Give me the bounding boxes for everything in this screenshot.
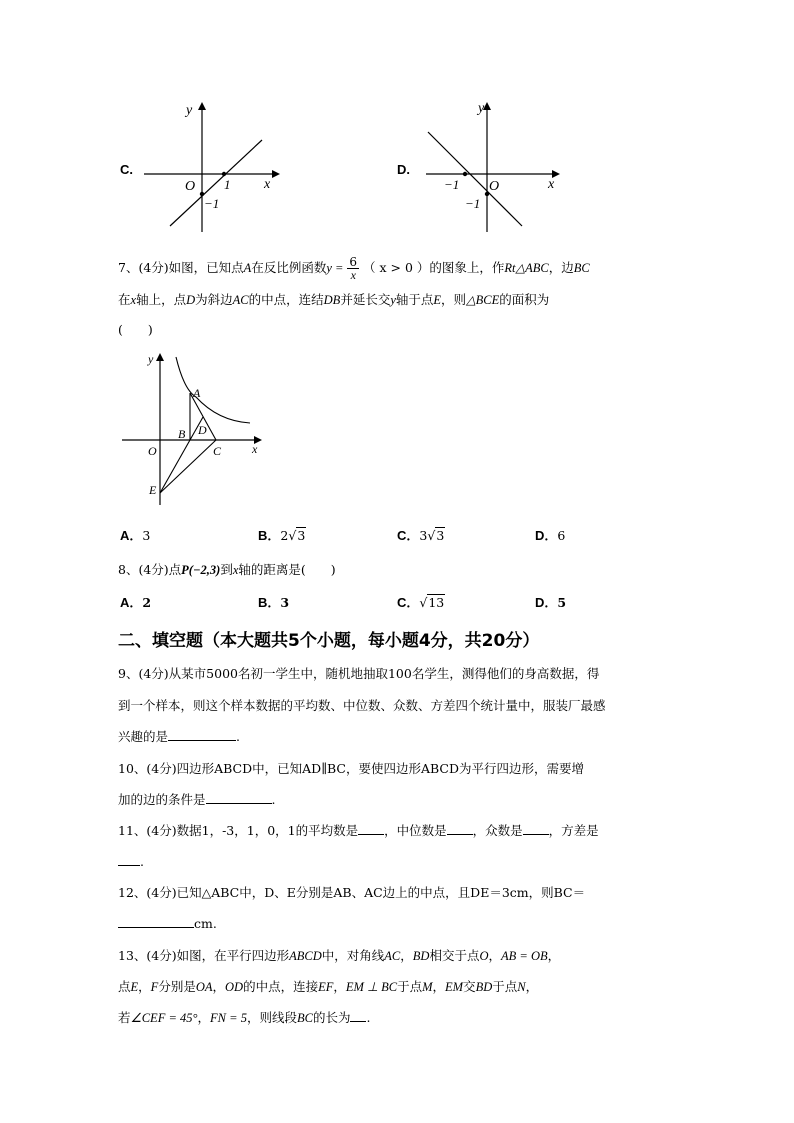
q11-blank-variance[interactable]: [118, 853, 140, 866]
q13-line3: 若∠CEF = 45°，FN = 5，则线段BC的长为 .: [118, 1010, 371, 1025]
option-d-origin: O: [489, 179, 500, 194]
q7-line1: 7、(4分)如图，已知点A在反比例函数y = $\frac{6}{x}$ （ x > 0 ）的图象上，作Rt△ABC，边BC: [118, 255, 590, 282]
q9-line1: 9、(4分)从某市5000名初一学生中，随机地抽取100名学生，测得他们的身高数据，得: [118, 666, 600, 681]
q7-option-c: C．3√3: [397, 528, 445, 543]
q8-option-d: D．5: [535, 595, 567, 610]
q7-fig-O: O: [148, 444, 157, 458]
option-d-tick-y: −1: [465, 196, 481, 211]
q7-fig-D: D: [198, 423, 207, 437]
option-c-y: y: [186, 103, 193, 118]
option-d-tick-x: −1: [444, 177, 460, 192]
option-c-graph: [140, 96, 280, 236]
option-c-x: x: [264, 177, 271, 192]
option-c-tick-x: 1: [224, 177, 231, 192]
q7-figure: [118, 345, 268, 510]
q12-blank[interactable]: [118, 915, 194, 928]
q7-option-d: D．6: [535, 528, 566, 543]
option-c-origin: O: [185, 179, 196, 194]
section-2-title: 二、填空题（本大题共5个小题，每小题4分，共20分）: [118, 631, 540, 651]
option-d-graph: [418, 96, 566, 236]
q10-blank[interactable]: [206, 791, 272, 804]
q9-blank[interactable]: [168, 728, 236, 741]
q13-line1: 13、(4分)如图，在平行四边形ABCD中，对角线AC，BD相交于点O，AB = OB，: [118, 948, 561, 963]
q7-answer-paren: ( ): [118, 322, 153, 337]
q12-line2: cm.: [118, 915, 217, 933]
q9-line3: 兴趣的是 .: [118, 729, 240, 744]
q13-line2: 点E，F分别是OA，OD的中点，连接EF，EM ⊥ BC于点M，EM交BD于点N，: [118, 979, 539, 994]
q11-blank-mean[interactable]: [358, 822, 384, 835]
q8-option-c: C．√13: [397, 595, 445, 610]
q7-fig-C: C: [213, 444, 222, 458]
q8-option-b: B．3: [258, 595, 290, 610]
q13-blank[interactable]: [350, 1009, 366, 1022]
q8-option-a: A．2: [120, 595, 152, 610]
option-d-y: y: [478, 101, 485, 116]
q11-line2: .: [118, 853, 144, 871]
option-d-x: x: [548, 177, 555, 192]
option-d-label: D.: [397, 162, 410, 177]
q11-blank-mode[interactable]: [523, 822, 549, 835]
q7-fig-x: x: [252, 442, 258, 456]
q10-line1: 10、(4分)四边形ABCD中，已知AD∥BC，要使四边形ABCD为平行四边形，需要增: [118, 761, 584, 776]
option-c-label: C.: [120, 162, 133, 177]
q10-line2: 加的边的条件是 .: [118, 792, 276, 807]
q7-fig-B: B: [178, 427, 186, 441]
q7-fig-A: A: [193, 386, 201, 400]
q7-option-a: A．3: [120, 528, 151, 543]
q11-blank-median[interactable]: [447, 822, 473, 835]
q7-fig-y: y: [148, 352, 154, 366]
q11-line1: 11、(4分)数据1，-3，1，0，1的平均数是 ，中位数是 ，众数是 ，方差是: [118, 823, 599, 838]
q7-fraction: $\frac{6}{x}$: [349, 255, 358, 282]
q12-line1: 12、(4分)已知△ABC中，D、E分别是AB、AC边上的中点，且DE＝3cm，则BC＝: [118, 885, 586, 900]
q7-line2: 在x轴上，点D为斜边AC的中点，连结DB并延长交y轴于点E，则△BCE的面积为: [118, 292, 550, 307]
q7-fig-E: E: [149, 483, 157, 497]
q9-line2: 到一个样本，则这个样本数据的平均数、中位数、众数、方差四个统计量中，服装厂最感: [118, 698, 606, 713]
option-c-tick-y: −1: [204, 196, 220, 211]
q8-line: 8、(4分)点P(−2,3)到x轴的距离是( ): [118, 562, 336, 577]
q7-option-b: B．2√3: [258, 528, 306, 543]
